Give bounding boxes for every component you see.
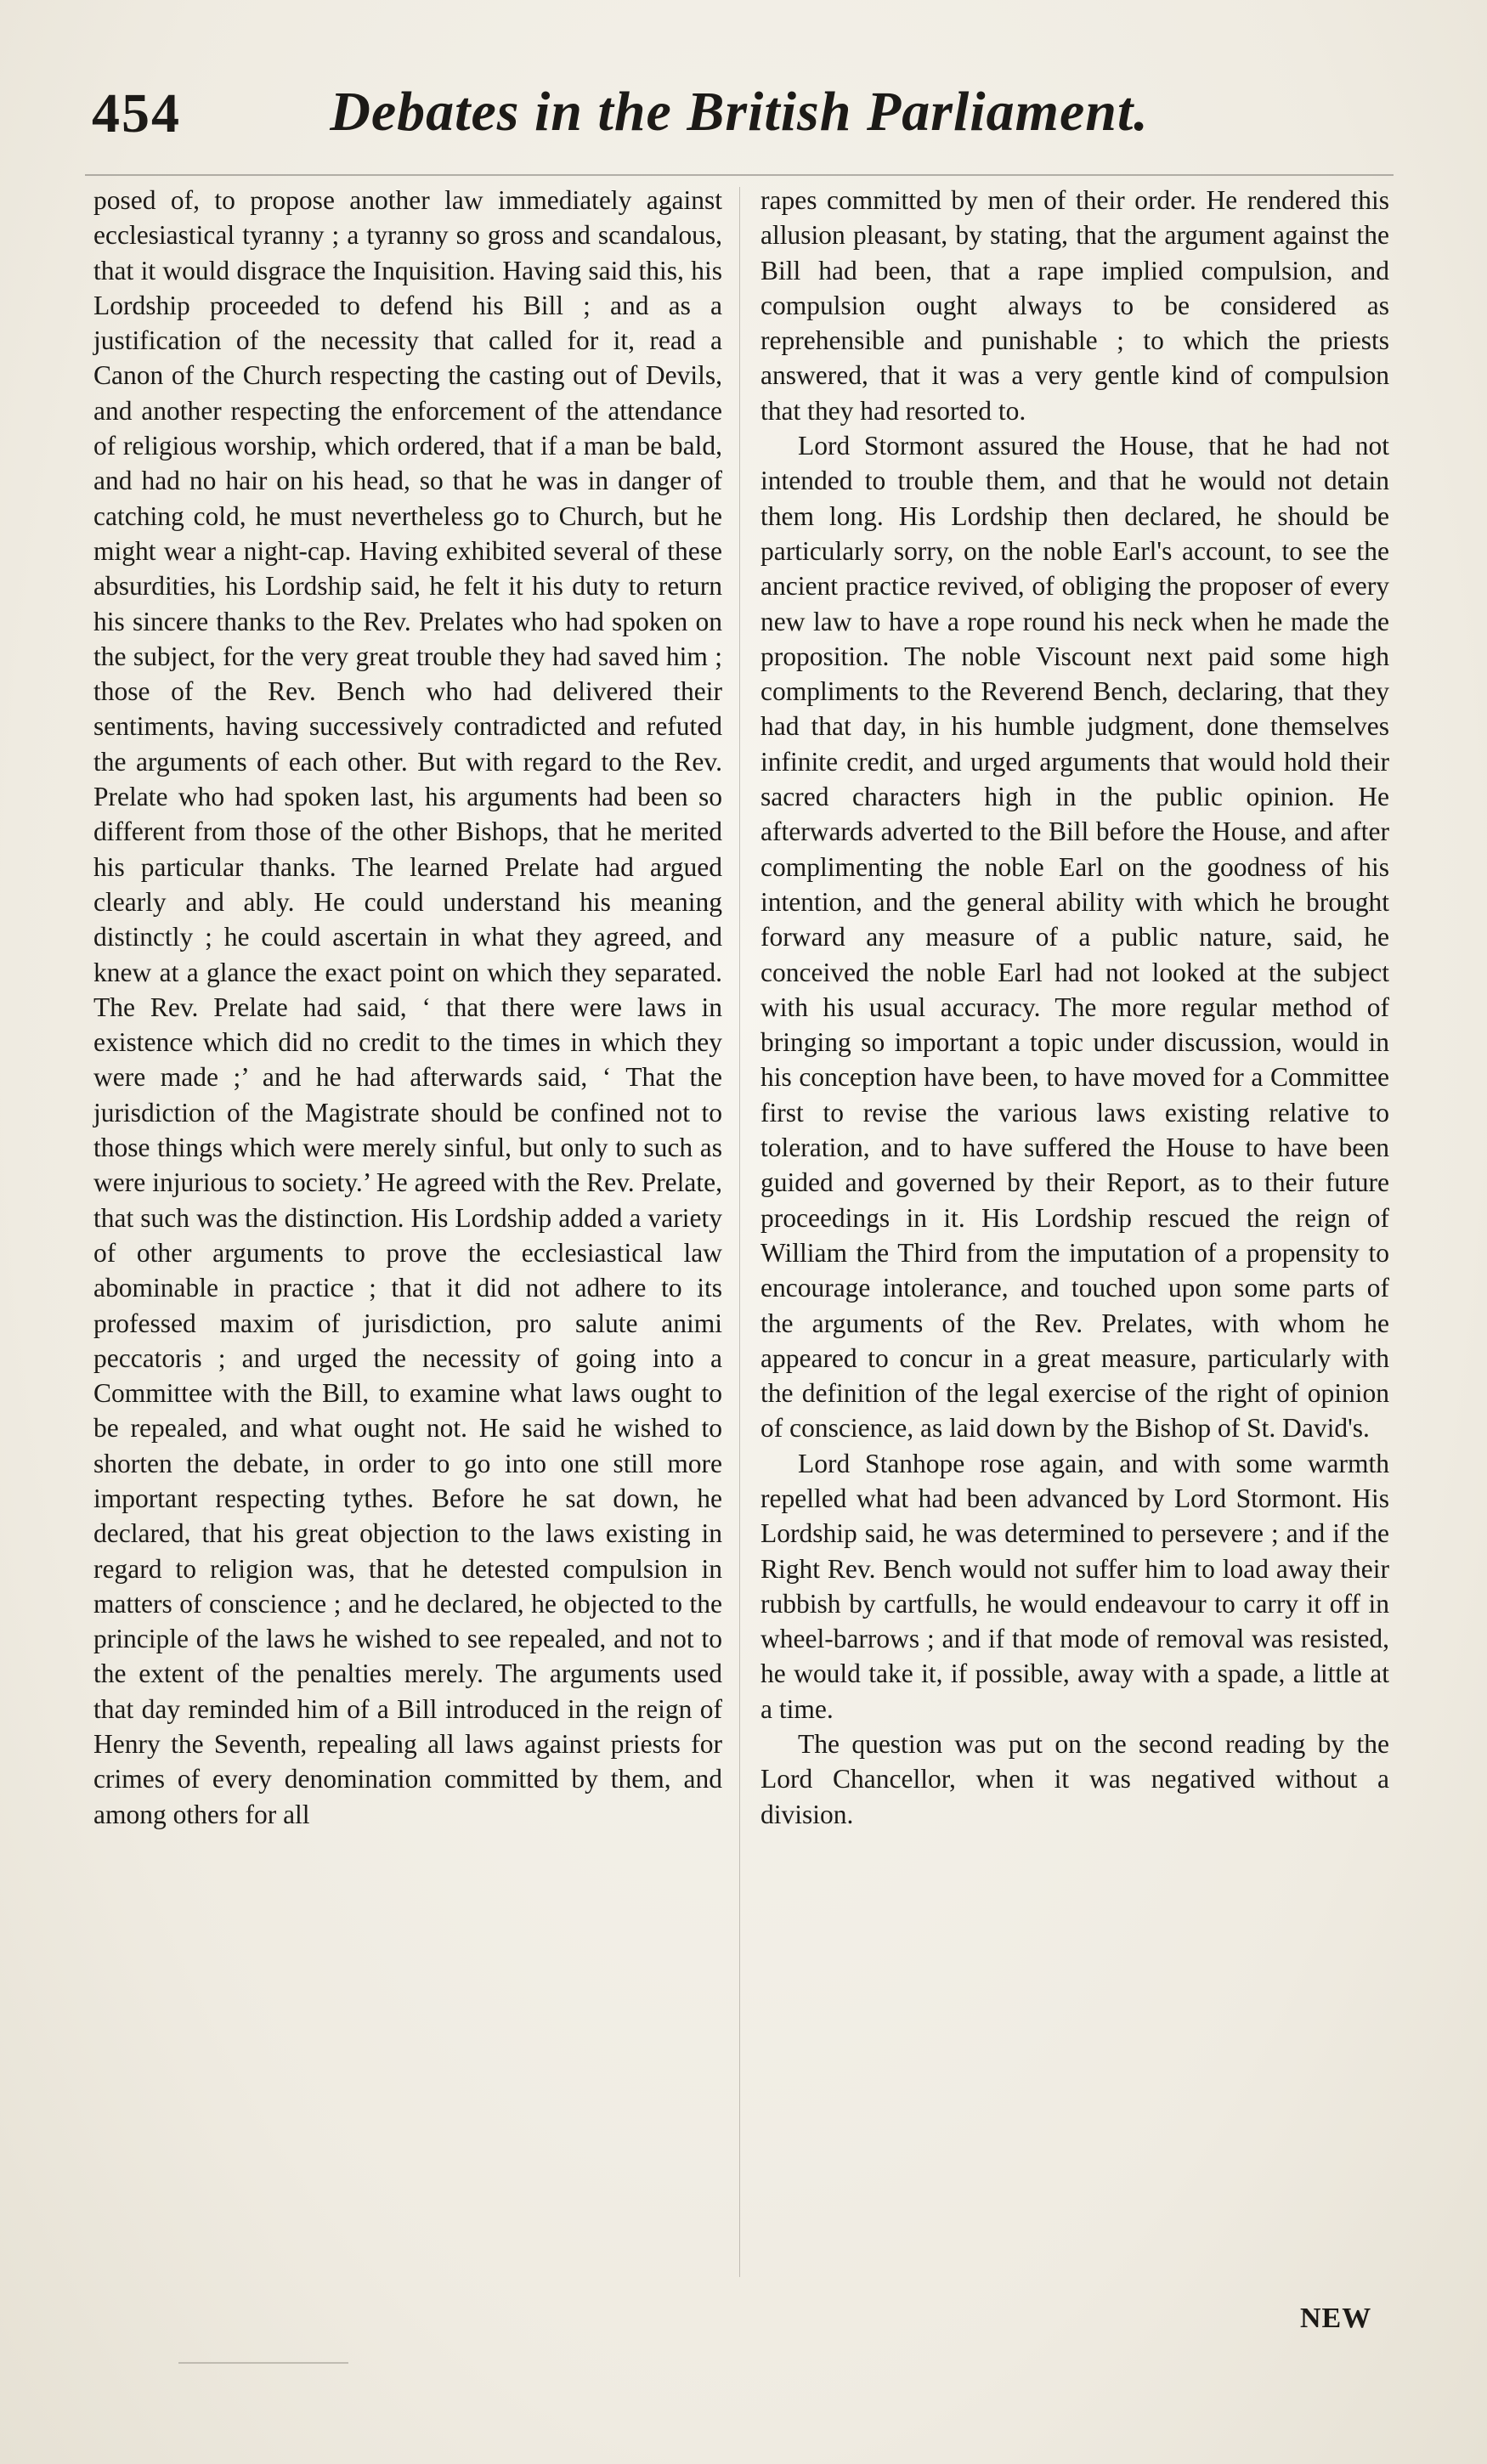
bottom-rule (178, 2362, 348, 2364)
catchword: NEW (1300, 2303, 1372, 2334)
column-divider (739, 187, 740, 2277)
right-paragraph-stanhope: Lord Stanhope rose again, and with some warmth repelled what had been advanced by Lord Stormont. His Lordship said, he was determined to persevere ; and if the Right Rev. Bench would not suffer him to load away their rubbish by cartfulls, he would endeavour to carry it off in wheel-barrows ; and if that mode of removal was resisted, he would take it, if possible, away with a spade, a little at a time. (760, 1448, 1389, 1724)
running-title: Debates in the British Parliament. (330, 81, 1149, 143)
right-paragraph-1: rapes committed by men of their order. He rendered this allusion pleasant, by stating, that the argument against the Bill had been, that a rape implied compulsion, and compulsion ought always to be considered as reprehensible and punishable ; to which the priests answered, that it was a very gentle kind of compulsion that they had resorted to. (760, 185, 1389, 426)
left-column (93, 183, 722, 1832)
left-paragraph-1: posed of, to propose another law immediately against ecclesiastical tyranny ; a tyranny so gross and scandalous, that it would disgrace the Inquisition. Having said this, his Lordship proceeded to defend his Bill ; and as a justification of the necessity that called for it, read a Canon of the Church respecting the casting out of Devils, and another respecting the enforcement of the attendance of religious worship, which ordered, that if a man be bald, and had no hair on his head, so that he was in danger of catching cold, he must nevertheless go to Church, but he might wear a night-cap. Having exhibited several of these absurdities, his Lordship said, he felt it his duty to return his sincere thanks to the Rev. Prelates who had spoken on the subject, for the very great trouble they had saved him ; those of the Rev. Bench who had delivered their sentiments, having successively contradicted and refuted the arguments of each other. But with regard to the Rev. Prelate who had spoken last, his arguments had been so different from those of the other Bishops, that he merited his particular thanks. The learned Prelate had argued clearly and ably. He could understand his meaning distinctly ; he could ascertain in what they agreed, and knew at a glance the exact point on which they separated. The Rev. Prelate had said, ‘ that there were laws in existence which did no credit to the times in which they were made ;’ and he had afterwards said, ‘ That the jurisdiction of the Magistrate should be confined not to those things which were merely sinful, but only to such as were injurious to society.’ He agreed with the Rev. Prelate, that such was the distinction. His Lordship added a variety of other arguments to prove the ecclesiastical law abominable in practice ; that it did not adhere to its professed maxim of jurisdiction, pro salute animi peccatoris ; and urged the necessity of going into a Committee with the Bill, to examine what laws ought to be repealed, and what ought not. He said he wished to shorten the debate, in order to go into one still more important respecting tythes. Before he sat down, he declared, that his great objection to the laws existing in regard to religion was, that he detested compulsion in matters of conscience ; and he declared, he objected to the principle of the laws he wished to see repealed, and not to the extent of the penalties merely. The arguments used that day reminded him of a Bill introduced in the reign of Henry the Seventh, repealing all laws against priests for crimes of every denomination committed by them, and among others for all (93, 185, 722, 1829)
right-column (760, 183, 1389, 1832)
page-header (85, 76, 1394, 170)
page-number: 454 (92, 82, 181, 144)
right-paragraph-stormont: Lord Stormont assured the House, that he had not intended to trouble them, and that he would not detain them long. His Lordship then declared, he should be particularly sorry, on the noble Earl's account, to see the ancient practice revived, of obliging the proposer of every new law to have a rope round his neck when he made the proposition. The noble Viscount next paid some high compliments to the Reverend Bench, declaring, that they had that day, in his humble judgment, done themselves infinite credit, and urged arguments that would hold their sacred characters high in the public opinion. He afterwards adverted to the Bill before the House, and after complimenting the noble Earl on the goodness of his intention, and the general ability with which he brought forward any measure of a public nature, said, he conceived the noble Earl had not looked at the subject with his usual accuracy. The more regular method of bringing so important a topic under discussion, would in his conception have been, to have moved for a Committee first to revise the various laws existing relative to toleration, and to have suffered the House to have been guided and governed by their Report, as to their future proceedings in it. His Lordship rescued the reign of William the Third from the imputation of a propensity to encourage intolerance, and touched upon some parts of the arguments of the Rev. Prelates, with whom he appeared to concur in a great measure, particularly with the definition of the legal exercise of the right of opinion of conscience, as laid down by the Bishop of St. David's. (760, 431, 1389, 1444)
right-paragraph-question: The question was put on the second reading by the Lord Chancellor, when it was negatived without a division. (760, 1729, 1389, 1829)
header-rule (85, 174, 1394, 176)
